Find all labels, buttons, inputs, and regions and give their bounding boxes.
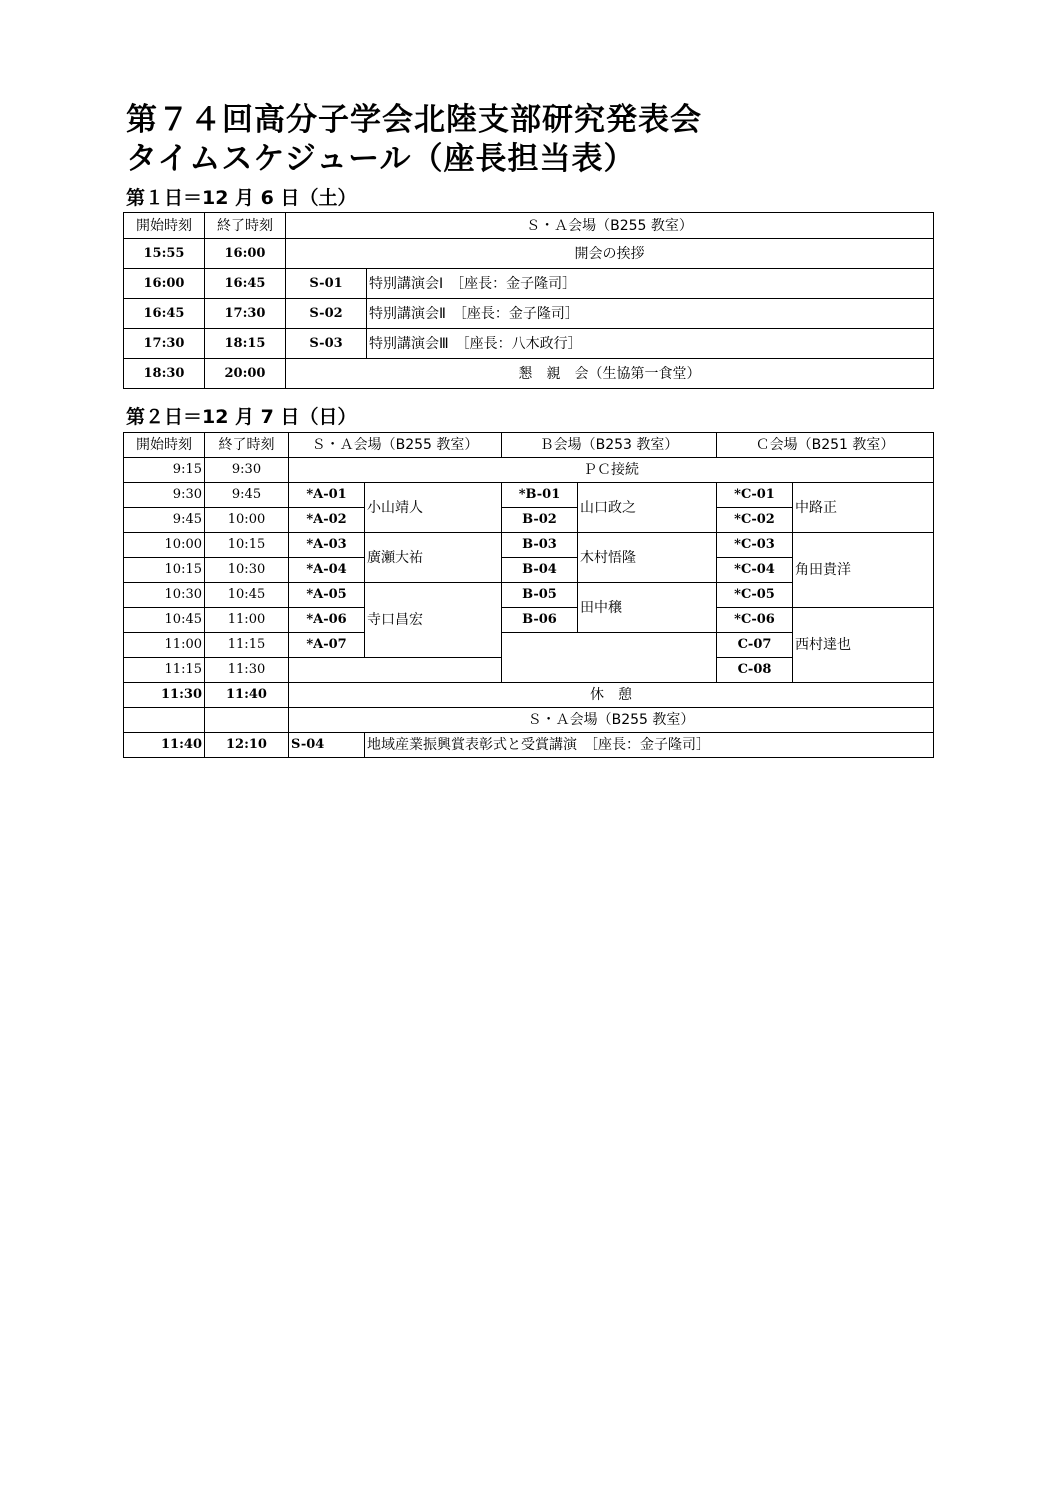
start-time: 16:00 — [124, 269, 205, 299]
session-text: 特別講演会Ⅱ ［座長：金子隆司］ — [367, 299, 934, 329]
pc-connection: ＰＣ接続 — [289, 458, 934, 483]
table-row — [124, 483, 934, 508]
page-subtitle: タイムスケジュール（座長担当表） — [126, 141, 636, 177]
session-code: S-01 — [286, 269, 367, 299]
end-time: 18:15 — [205, 329, 286, 359]
start-time: 9:15 — [124, 458, 205, 483]
c-code: C-07 — [717, 633, 793, 658]
day2-schedule-table — [123, 432, 934, 758]
end-time: 9:30 — [205, 458, 289, 483]
table-header-row — [124, 213, 934, 239]
table-row — [124, 269, 934, 299]
start-time: 17:30 — [124, 329, 205, 359]
end-time: 11:40 — [205, 683, 289, 708]
b-chair: 田中穣 — [578, 583, 717, 633]
a-code: *A-02 — [289, 508, 365, 533]
end-time: 16:45 — [205, 269, 286, 299]
session-code: S-02 — [286, 299, 367, 329]
header-venue-c: Ｃ会場（B251 教室） — [717, 433, 934, 458]
header-end-time: 終了時刻 — [205, 213, 286, 239]
end-time: 11:15 — [205, 633, 289, 658]
a-code: *A-03 — [289, 533, 365, 558]
start-time: 10:30 — [124, 583, 205, 608]
c-code: *C-01 — [717, 483, 793, 508]
table-row — [124, 608, 934, 633]
empty-cell — [205, 708, 289, 733]
start-time: 10:15 — [124, 558, 205, 583]
day2-heading: 第２日＝12 月 7 日（日） — [126, 406, 357, 428]
c-chair: 西村達也 — [793, 608, 934, 683]
start-time: 9:45 — [124, 508, 205, 533]
end-time: 17:30 — [205, 299, 286, 329]
page-title: 第７４回高分子学会北陸支部研究発表会 — [126, 102, 702, 138]
end-time: 10:15 — [205, 533, 289, 558]
a-empty-cell — [289, 658, 502, 683]
end-time: 16:00 — [205, 239, 286, 269]
day1-schedule-table — [123, 212, 934, 389]
table-row — [124, 683, 934, 708]
end-time: 10:45 — [205, 583, 289, 608]
table-row — [124, 329, 934, 359]
day1-heading: 第１日＝12 月 6 日（土） — [126, 187, 357, 209]
end-time: 9:45 — [205, 483, 289, 508]
c-code: C-08 — [717, 658, 793, 683]
a-code: *A-07 — [289, 633, 365, 658]
end-time: 11:00 — [205, 608, 289, 633]
session-text: 地域産業振興賞表彰式と受賞講演 ［座長：金子隆司］ — [365, 733, 934, 758]
session-text: 開会の挨拶 — [286, 239, 934, 269]
table-row — [124, 359, 934, 389]
session-code: S-04 — [289, 733, 365, 758]
a-code: *A-06 — [289, 608, 365, 633]
b-code: B-04 — [502, 558, 578, 583]
end-time: 10:30 — [205, 558, 289, 583]
header-venue-b: Ｂ会場（B253 教室） — [502, 433, 717, 458]
start-time: 11:30 — [124, 683, 205, 708]
end-time: 11:30 — [205, 658, 289, 683]
a-code: *A-01 — [289, 483, 365, 508]
start-time: 10:45 — [124, 608, 205, 633]
header-venue-sa: Ｓ・Ａ会場（B255 教室） — [286, 213, 934, 239]
c-chair: 角田貴洋 — [793, 533, 934, 608]
b-code: *B-01 — [502, 483, 578, 508]
b-chair: 山口政之 — [578, 483, 717, 533]
end-time: 12:10 — [205, 733, 289, 758]
break-label: 休 憩 — [289, 683, 934, 708]
table-row — [124, 239, 934, 269]
b-code: B-06 — [502, 608, 578, 633]
start-time: 11:15 — [124, 658, 205, 683]
table-header-row — [124, 433, 934, 458]
sa-venue-label: Ｓ・Ａ会場（B255 教室） — [289, 708, 934, 733]
header-start-time: 開始時刻 — [124, 433, 205, 458]
c-code: *C-02 — [717, 508, 793, 533]
table-row — [124, 533, 934, 558]
start-time: 18:30 — [124, 359, 205, 389]
start-time: 11:00 — [124, 633, 205, 658]
end-time: 10:00 — [205, 508, 289, 533]
header-venue-sa: Ｓ・Ａ会場（B255 教室） — [289, 433, 502, 458]
table-row — [124, 458, 934, 483]
c-code: *C-04 — [717, 558, 793, 583]
c-chair: 中路正 — [793, 483, 934, 533]
a-chair: 小山靖人 — [365, 483, 502, 533]
b-chair: 木村悟隆 — [578, 533, 717, 583]
b-empty-cell — [502, 633, 717, 683]
table-row — [124, 733, 934, 758]
session-text: 懇 親 会（生協第一食堂） — [286, 359, 934, 389]
session-text: 特別講演会Ⅲ ［座長：八木政行］ — [367, 329, 934, 359]
table-row — [124, 299, 934, 329]
header-start-time: 開始時刻 — [124, 213, 205, 239]
start-time: 9:30 — [124, 483, 205, 508]
c-code: *C-06 — [717, 608, 793, 633]
start-time: 15:55 — [124, 239, 205, 269]
b-code: B-02 — [502, 508, 578, 533]
table-row — [124, 708, 934, 733]
a-chair: 廣瀬大祐 — [365, 533, 502, 583]
a-code: *A-05 — [289, 583, 365, 608]
session-code: S-03 — [286, 329, 367, 359]
a-code: *A-04 — [289, 558, 365, 583]
end-time: 20:00 — [205, 359, 286, 389]
c-code: *C-05 — [717, 583, 793, 608]
a-chair: 寺口昌宏 — [365, 583, 502, 658]
session-text: 特別講演会Ⅰ ［座長：金子隆司］ — [367, 269, 934, 299]
b-code: B-03 — [502, 533, 578, 558]
start-time: 16:45 — [124, 299, 205, 329]
c-code: *C-03 — [717, 533, 793, 558]
b-code: B-05 — [502, 583, 578, 608]
header-end-time: 終了時刻 — [205, 433, 289, 458]
empty-cell — [124, 708, 205, 733]
start-time: 11:40 — [124, 733, 205, 758]
start-time: 10:00 — [124, 533, 205, 558]
